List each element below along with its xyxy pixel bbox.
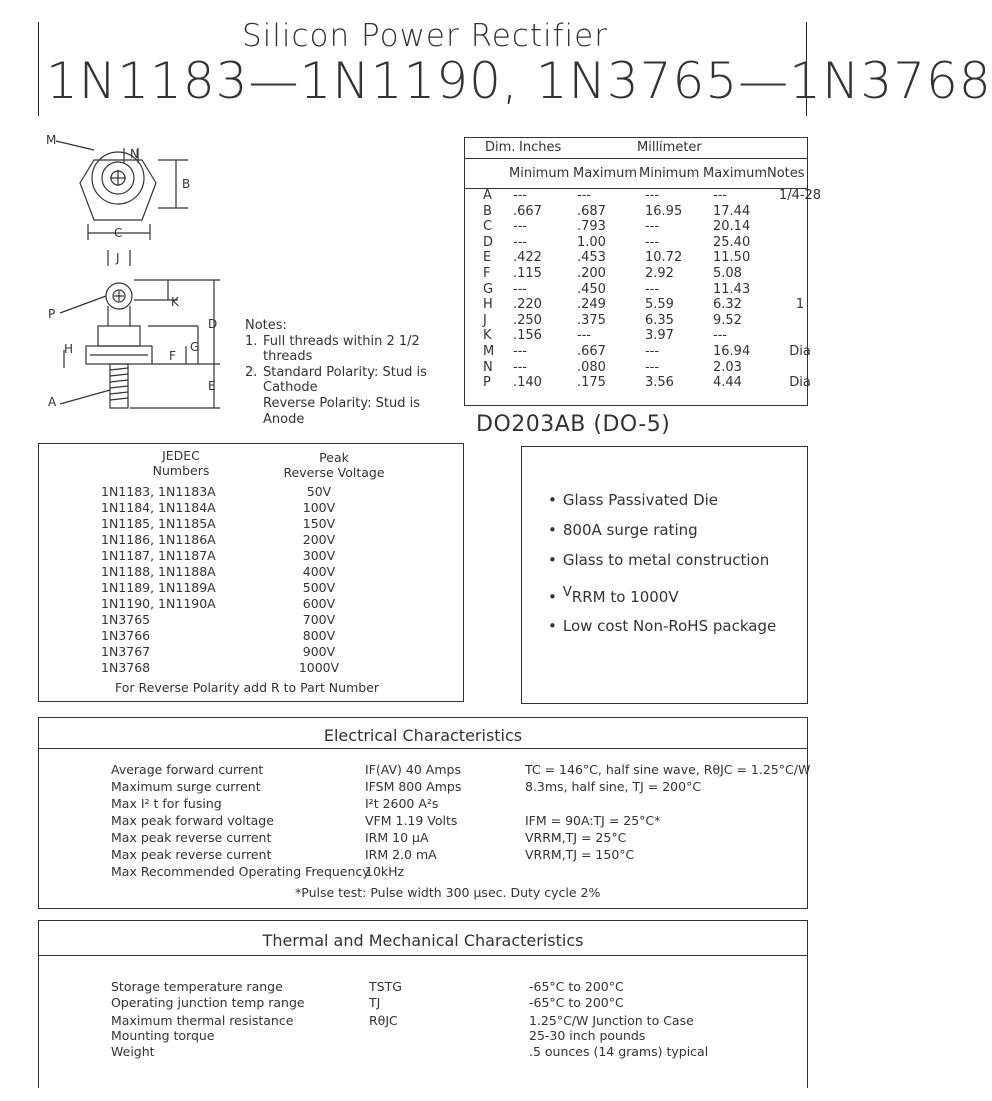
dim-cell-mm-max: 9.52	[713, 312, 742, 328]
part-number-range: 1N1183—1N1190, 1N3765—1N3768	[46, 52, 992, 110]
dim-cell-dim: N	[483, 359, 493, 375]
jedec-header	[131, 448, 231, 478]
divider	[39, 955, 807, 956]
header-dim: Dim.	[485, 140, 516, 155]
dim-cell-in-max: .175	[577, 375, 606, 391]
electrical-title: Electrical Characteristics	[323, 726, 523, 745]
dim-cell-in-max: .080	[577, 359, 606, 375]
dim-cell-mm-min: 2.92	[645, 266, 674, 281]
divider	[465, 158, 807, 159]
dim-cell-mm-min: 10.72	[645, 250, 683, 266]
jedec-part-number: 1N1185, 1N1185A	[101, 516, 216, 531]
thermal-parameter: Storage temperature range	[111, 979, 283, 994]
dim-cell-mm-min: 6.35	[645, 312, 674, 328]
peak-reverse-voltage: 700V	[302, 612, 336, 627]
feature-item	[548, 551, 769, 569]
bullet-icon: •	[548, 521, 557, 539]
dim-cell-notes	[777, 250, 823, 265]
dimension-row	[483, 313, 823, 328]
dim-cell-notes: Dia	[789, 375, 811, 391]
note-number: 2.	[245, 364, 258, 380]
electrical-rating: 10kHz	[365, 864, 405, 879]
reverse-polarity-note: For Reverse Polarity add R to Part Number	[115, 680, 380, 695]
dim-cell-notes	[777, 219, 823, 234]
peak-reverse-voltage: 800V	[302, 628, 336, 643]
dimension-row	[483, 282, 823, 297]
pulse-test-footnote: *Pulse test: Pulse width 300 µsec. Duty cycle 2%	[295, 885, 601, 900]
dim-cell-mm-max: 20.14	[713, 219, 751, 235]
thermal-value: .5 ounces (14 grams) typical	[529, 1044, 709, 1059]
note-line: threads	[263, 349, 313, 365]
dim-cell-mm-min: 5.59	[645, 297, 674, 313]
feature-prefix: V	[562, 585, 572, 600]
thermal-symbol: TSTG	[369, 979, 402, 994]
dim-cell-in-min: ---	[513, 234, 528, 250]
bullet-icon: •	[548, 551, 557, 569]
note-number: 1.	[245, 333, 258, 349]
electrical-condition: VRRM,TJ = 150°C	[525, 847, 635, 862]
dim-cell-mm-min: 3.56	[645, 375, 674, 391]
note-line: Cathode	[263, 380, 318, 396]
sub-header: Minimum	[509, 166, 570, 181]
electrical-condition: 8.3ms, half sine, TJ = 200°C	[525, 779, 702, 794]
dim-cell-mm-max: 25.40	[713, 234, 751, 250]
dim-cell-dim: K	[483, 328, 492, 344]
dim-cell-dim: D	[483, 234, 494, 250]
electrical-characteristics	[38, 717, 811, 909]
jedec-part-number: 1N1187, 1N1187A	[101, 548, 216, 563]
dim-cell-dim: E	[483, 250, 492, 266]
peak-reverse-voltage: 400V	[302, 564, 336, 579]
jedec-part-number: 1N1190, 1N1190A	[101, 596, 216, 611]
jedec-part-number: 1N1189, 1N1189A	[101, 580, 216, 595]
dim-cell-notes	[777, 360, 823, 375]
dim-cell-mm-min: 16.95	[645, 203, 683, 219]
label-g: G	[190, 340, 200, 354]
bullet-icon: •	[548, 491, 557, 509]
peak-reverse-voltage: 50V	[306, 484, 332, 499]
dim-cell-dim: G	[483, 281, 494, 297]
label-b: B	[182, 177, 191, 191]
jedec-header-line: JEDEC	[162, 448, 200, 463]
feature-text: Glass to metal construction	[562, 551, 770, 569]
dim-cell-dim: F	[483, 266, 491, 281]
label-k: K	[171, 295, 179, 309]
thermal-value: 25-30 inch pounds	[529, 1028, 646, 1043]
dim-cell-in-max: ---	[577, 188, 592, 203]
electrical-parameter: Max peak reverse current	[111, 830, 272, 845]
bullet-icon: •	[548, 617, 557, 635]
dim-cell-in-max: .453	[577, 250, 606, 266]
package-outline-drawing	[38, 128, 243, 413]
dim-cell-notes: 1/4-28	[778, 188, 822, 203]
peak-reverse-voltage: 1000V	[298, 660, 340, 675]
dim-cell-mm-max: 17.44	[713, 203, 751, 219]
dim-cell-notes	[777, 266, 823, 281]
dim-cell-in-min: .667	[513, 203, 542, 219]
note-line: Anode	[263, 411, 305, 427]
label-h: H	[64, 342, 74, 356]
peak-reverse-voltage: 300V	[302, 548, 336, 563]
package-designation: DO203AB (DO-5)	[476, 412, 671, 437]
jedec-part-number: 1N3766	[101, 628, 151, 643]
electrical-rating: IFSM 800 Amps	[365, 779, 462, 794]
dimension-table	[464, 137, 822, 406]
electrical-condition: TC = 146°C, half sine wave, RθJC = 1.25°C/W	[525, 762, 811, 777]
label-a: A	[48, 395, 57, 409]
voltage-header-line: Peak	[319, 450, 349, 465]
dim-cell-in-max: .200	[577, 266, 606, 281]
dim-cell-mm-max: 2.03	[713, 359, 742, 375]
dimension-row	[483, 204, 823, 219]
jedec-header-line: Numbers	[152, 463, 210, 478]
feature-text: RRM to 1000V	[571, 588, 679, 606]
header-millimeter: Millimeter	[637, 140, 702, 155]
dim-cell-mm-min: ---	[645, 281, 660, 297]
thermal-value: 1.25°C/W Junction to Case	[529, 1013, 694, 1028]
dim-cell-in-min: ---	[513, 344, 528, 359]
peak-reverse-voltage: 500V	[302, 580, 336, 595]
jedec-part-number: 1N3765	[101, 612, 151, 627]
label-j: J	[116, 251, 120, 265]
electrical-rating: VFM 1.19 Volts	[365, 813, 458, 828]
note-line: Standard Polarity: Stud is	[263, 364, 427, 380]
dim-cell-notes	[777, 235, 823, 250]
sub-header: Maximum	[573, 166, 638, 181]
dim-cell-notes	[777, 282, 823, 297]
dim-cell-in-max: 1.00	[577, 234, 606, 250]
dim-cell-in-min: ---	[513, 188, 528, 203]
features-box	[521, 446, 808, 704]
jedec-part-number: 1N1183, 1N1183A	[101, 484, 216, 499]
electrical-parameter: Max peak reverse current	[111, 847, 272, 862]
dim-cell-mm-max: 4.44	[713, 375, 742, 391]
electrical-parameter: Max Recommended Operating Frequency	[111, 864, 370, 879]
jedec-part-number: 1N1188, 1N1188A	[101, 564, 216, 579]
note-line: Reverse Polarity: Stud is	[263, 395, 420, 411]
dim-cell-in-max: .375	[577, 312, 606, 328]
electrical-rating: IRM 10 µA	[365, 830, 429, 845]
dim-cell-mm-max: ---	[713, 188, 728, 203]
peak-reverse-voltage: 100V	[302, 500, 336, 515]
feature-item	[548, 491, 718, 509]
dim-cell-mm-max: 11.50	[713, 250, 751, 266]
feature-item	[548, 617, 776, 635]
jedec-voltage-table	[38, 443, 464, 702]
electrical-condition: VRRM,TJ = 25°C	[525, 830, 627, 845]
dim-cell-mm-min: ---	[645, 234, 660, 250]
thermal-parameter: Operating junction temp range	[111, 995, 305, 1010]
electrical-condition: IFM = 90A:TJ = 25°C*	[525, 813, 661, 828]
thermal-value: -65°C to 200°C	[529, 995, 624, 1010]
dim-cell-in-min: .250	[513, 312, 542, 328]
dimension-row	[483, 235, 823, 250]
peak-reverse-voltage: 600V	[302, 596, 336, 611]
feature-text: 800A surge rating	[562, 521, 698, 539]
dimension-row	[483, 266, 823, 281]
dim-cell-notes	[777, 313, 823, 328]
dim-cell-in-min: .115	[513, 266, 542, 281]
dimension-row	[483, 188, 823, 203]
dim-cell-in-min: .156	[513, 328, 542, 344]
dim-cell-mm-min: ---	[645, 188, 660, 203]
dimension-row	[483, 344, 823, 359]
electrical-rating: I²t 2600 A²s	[365, 796, 439, 811]
electrical-parameter: Maximum surge current	[111, 779, 261, 794]
dimension-row	[483, 250, 823, 265]
feature-item	[548, 585, 679, 606]
dim-cell-mm-max: 6.32	[713, 297, 742, 313]
dim-cell-dim: H	[483, 297, 493, 313]
dim-cell-in-min: .220	[513, 297, 542, 313]
jedec-part-number: 1N3768	[101, 660, 151, 675]
dim-cell-dim: B	[483, 203, 492, 219]
header-inches: Inches	[519, 140, 562, 155]
dimension-row	[483, 375, 823, 390]
feature-text: Low cost Non-RoHS package	[562, 617, 777, 635]
dim-cell-in-min: ---	[513, 359, 528, 375]
dim-cell-in-max: ---	[577, 328, 592, 344]
note-line: Full threads within 2 1/2	[263, 333, 420, 349]
electrical-rating: IF(AV) 40 Amps	[365, 762, 461, 777]
thermal-mechanical-characteristics	[38, 920, 808, 1088]
dim-cell-dim: C	[483, 219, 493, 235]
dim-cell-in-max: .667	[577, 344, 606, 359]
label-c: C	[114, 226, 123, 240]
thermal-symbol: TJ	[369, 995, 381, 1010]
dimension-row	[483, 219, 823, 234]
sub-header: Minimum	[639, 166, 700, 181]
voltage-header	[269, 450, 399, 480]
dim-cell-notes: Dia	[789, 344, 811, 359]
jedec-part-number: 1N1186, 1N1186A	[101, 532, 216, 547]
thermal-value: -65°C to 200°C	[529, 979, 624, 994]
voltage-header-line: Reverse Voltage	[283, 465, 385, 480]
peak-reverse-voltage: 200V	[302, 532, 336, 547]
dim-cell-in-min: ---	[513, 281, 528, 297]
label-f: F	[169, 349, 176, 363]
sub-header: Notes	[767, 166, 805, 181]
dim-cell-mm-min: ---	[645, 344, 660, 359]
thermal-symbol: RθJC	[369, 1013, 398, 1028]
sub-header-row	[509, 166, 805, 181]
electrical-parameter: Average forward current	[111, 762, 264, 777]
dimension-row	[483, 297, 823, 312]
sub-header: Maximum	[703, 166, 768, 181]
dim-cell-dim: M	[483, 344, 495, 359]
dim-cell-in-max: .249	[577, 297, 606, 313]
thermal-parameter: Maximum thermal resistance	[111, 1013, 294, 1028]
dim-cell-mm-max: 16.94	[713, 344, 751, 359]
jedec-part-number: 1N3767	[101, 644, 151, 659]
dim-cell-mm-max: ---	[713, 328, 728, 344]
notes-heading: Notes:	[245, 318, 287, 333]
electrical-parameter: Max I² t for fusing	[111, 796, 222, 811]
bullet-icon: •	[548, 588, 557, 606]
dim-cell-in-max: .793	[577, 219, 606, 235]
dim-cell-in-min: .140	[513, 375, 542, 391]
peak-reverse-voltage: 150V	[302, 516, 336, 531]
thermal-parameter: Mounting torque	[111, 1028, 215, 1043]
label-p: P	[48, 307, 56, 321]
divider	[39, 748, 807, 749]
dim-cell-in-max: .450	[577, 281, 606, 297]
page-title: Silicon Power Rectifier	[242, 18, 608, 54]
electrical-parameter: Max peak forward voltage	[111, 813, 274, 828]
feature-text: Glass Passivated Die	[562, 491, 719, 509]
dim-cell-mm-max: 11.43	[713, 281, 751, 297]
dim-cell-mm-max: 5.08	[713, 266, 742, 281]
dim-cell-mm-min: ---	[645, 359, 660, 375]
label-d: D	[208, 317, 218, 331]
hex-nut-top-view	[80, 160, 156, 220]
dim-cell-in-min: .422	[513, 250, 542, 266]
dim-cell-dim: P	[483, 375, 491, 391]
dim-cell-notes: 1	[795, 297, 805, 313]
label-n: N	[130, 147, 139, 161]
dim-cell-mm-min: ---	[645, 219, 660, 235]
dim-cell-dim: J	[483, 312, 487, 328]
dim-cell-notes	[777, 204, 823, 219]
electrical-rating: IRM 2.0 mA	[365, 847, 437, 862]
label-e: E	[208, 379, 216, 393]
dim-cell-dim: A	[483, 188, 492, 203]
dim-cell-notes	[777, 328, 823, 343]
dim-cell-in-max: .687	[577, 203, 606, 219]
jedec-part-number: 1N1184, 1N1184A	[101, 500, 216, 515]
notes-block	[245, 318, 445, 427]
peak-reverse-voltage: 900V	[302, 644, 336, 659]
thermal-parameter: Weight	[111, 1044, 155, 1059]
label-m: M	[46, 133, 57, 147]
dim-cell-in-min: ---	[513, 219, 528, 235]
dim-cell-mm-min: 3.97	[645, 328, 674, 344]
dimension-row	[483, 360, 823, 375]
thermal-title: Thermal and Mechanical Characteristics	[262, 931, 584, 950]
dimension-row	[483, 328, 823, 343]
feature-item	[548, 521, 698, 539]
